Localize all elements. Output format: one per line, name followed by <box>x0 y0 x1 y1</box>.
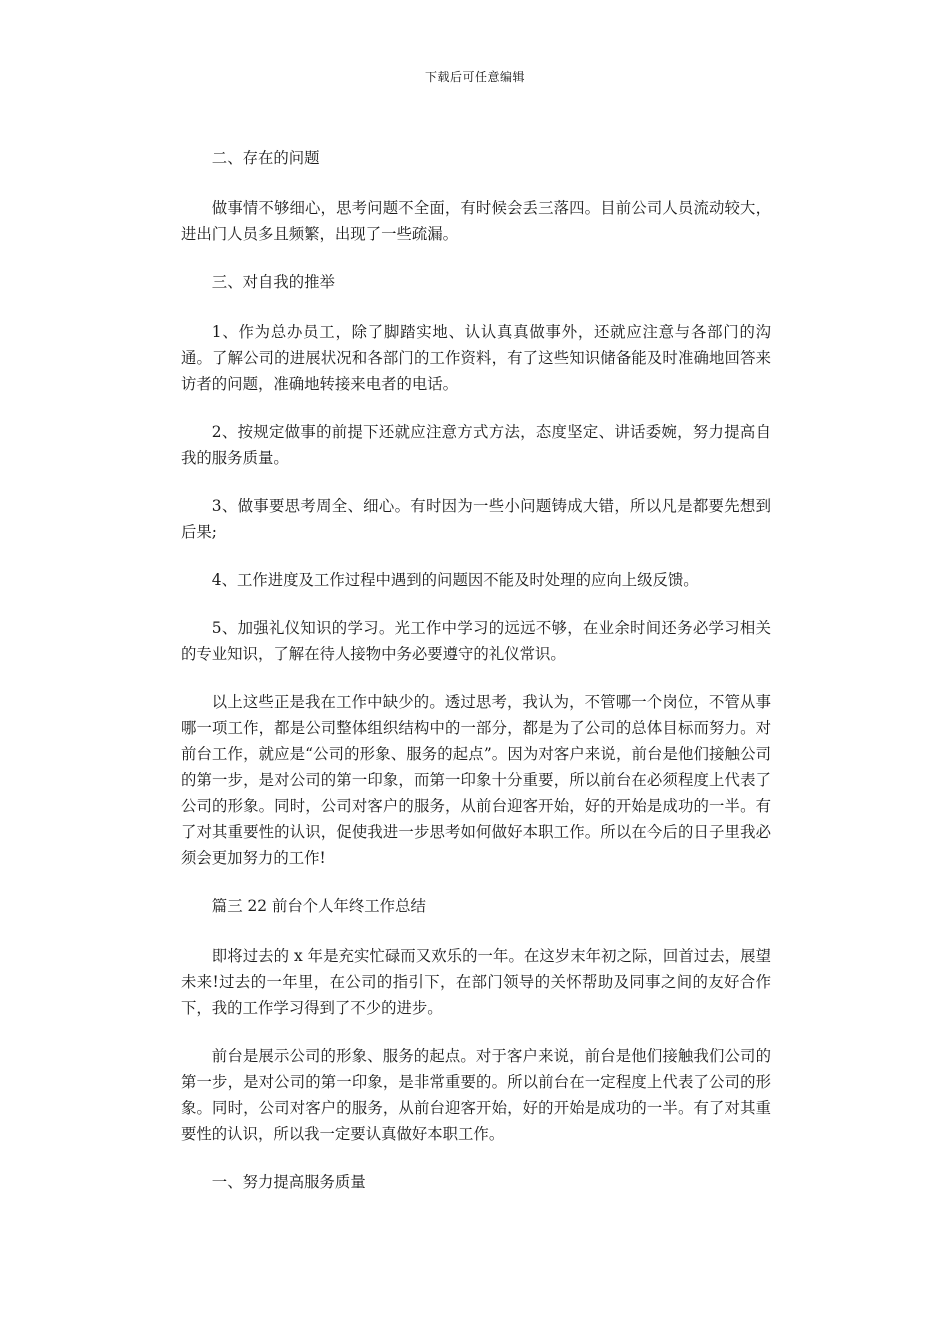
paragraph-item-1: 1、作为总办员工，除了脚踏实地、认认真真做事外，还就应注意与各部门的沟通。了解公司的进展状况和各部门的工作资料，有了这些知识储备能及时准确地回答来访者的问题，准确地转接来电者的电话。 <box>181 323 771 393</box>
paragraph-item-4: 4、工作进度及工作过程中遇到的问题因不能及时处理的应向上级反馈。 <box>211 571 699 589</box>
paragraph-item-3: 3、做事要思考周全、细心。有时因为一些小问题铸成大错，所以凡是都要先想到后果; <box>181 497 771 541</box>
page-header: 下载后可任意编辑 <box>424 70 525 84</box>
document-body <box>181 145 771 1219</box>
article-title: 篇三 22 前台个人年终工作总结 <box>211 897 426 915</box>
section-heading-self: 三、对自我的推举 <box>211 273 335 291</box>
paragraph-summary: 以上这些正是我在工作中缺少的。透过思考，我认为，不管哪一个岗位，不管从事哪一项工作，都是公司整体组织结构中的一部分，都是为了公司的总体目标而努力。对前台工作，就应是“公司的形象、服务的起点”。因为对客户来说，前台是他们接触公司的第一步，是对公司的第一印象，而第一印象十分重要，所以前台在必须程度上代表了公司的形象。同时，公司对客户的服务，从前台迎客开始，好的开始是成功的一半。有了对其重要性的认识，促使我进一步思考如何做好本职工作。所以在今后的日子里我必须会更加努力的工作! <box>181 693 771 867</box>
paragraph-item-2: 2、按规定做事的前提下还就应注意方式方法，态度坚定、讲话委婉，努力提高自我的服务质量。 <box>181 423 771 467</box>
section-heading-service: 一、努力提高服务质量 <box>211 1173 366 1191</box>
paragraph-intro: 即将过去的 x 年是充实忙碌而又欢乐的一年。在这岁末年初之际，回首过去，展望未来!过去的一年里，在公司的指引下，在部门领导的关怀帮助及同事之间的友好合作下，我的工作学习得到了不少的进步。 <box>181 947 771 1017</box>
paragraph-front-desk: 前台是展示公司的形象、服务的起点。对于客户来说，前台是他们接触我们公司的第一步，是对公司的第一印象，是非常重要的。所以前台在一定程度上代表了公司的形象。同时，公司对客户的服务，从前台迎客开始，好的开始是成功的一半。有了对其重要性的认识，所以我一定要认真做好本职工作。 <box>181 1047 771 1143</box>
paragraph-problems: 做事情不够细心，思考问题不全面，有时候会丢三落四。目前公司人员流动较大，进出门人员多且频繁，出现了一些疏漏。 <box>181 199 771 243</box>
paragraph-item-5: 5、加强礼仪知识的学习。光工作中学习的远远不够，在业余时间还务必学习相关的专业知识，了解在待人接物中务必要遵守的礼仪常识。 <box>181 619 771 663</box>
section-heading-problems: 二、存在的问题 <box>211 149 320 167</box>
